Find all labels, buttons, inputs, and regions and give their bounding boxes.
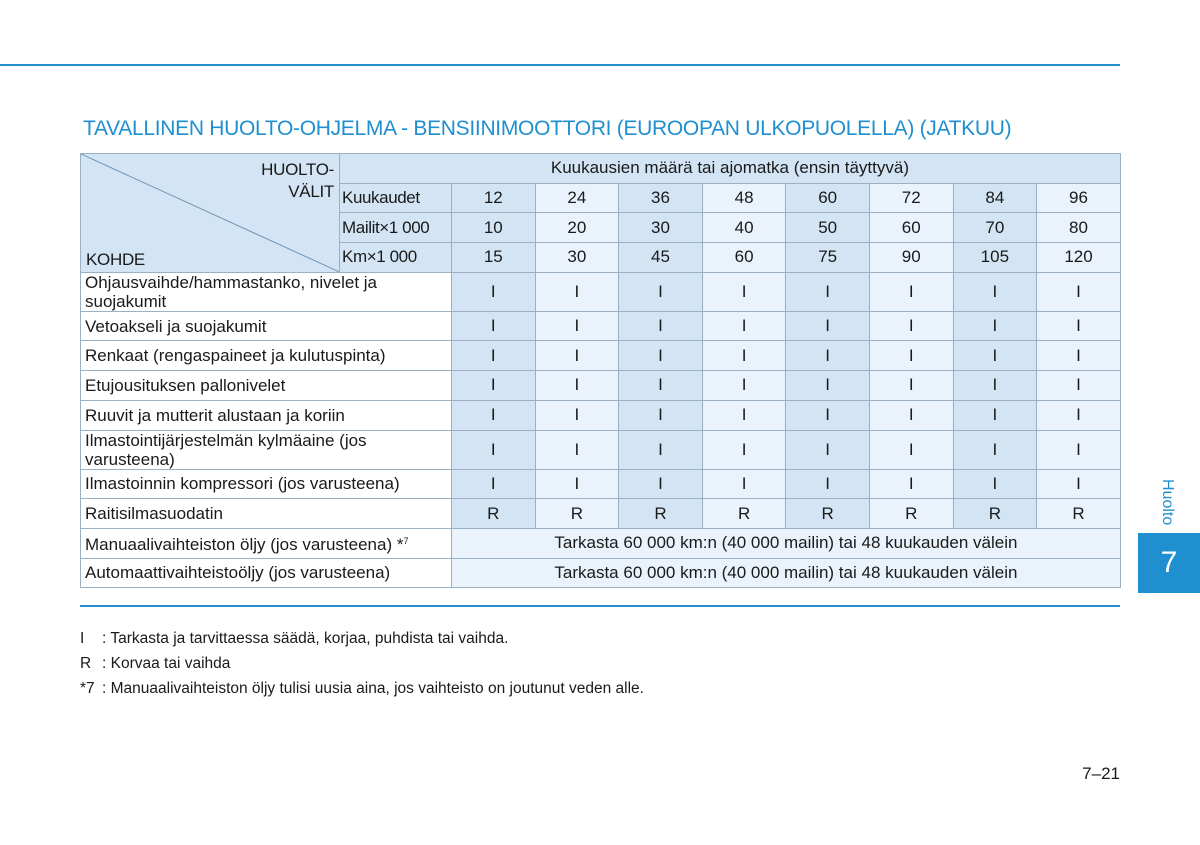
schedule-action-cell: I bbox=[869, 272, 953, 311]
schedule-action-cell: I bbox=[1037, 311, 1121, 341]
legend-text: : Manuaalivaihteiston öljy tulisi uusia aina, jos vaihteisto on joutunut veden alle. bbox=[102, 680, 644, 697]
page-number: 7–21 bbox=[1082, 764, 1120, 783]
interval-value-cell: 75 bbox=[786, 243, 870, 273]
schedule-action-cell: I bbox=[1037, 341, 1121, 371]
schedule-action-cell: I bbox=[619, 430, 703, 469]
interval-value-cell: 12 bbox=[452, 183, 536, 213]
schedule-action-cell: I bbox=[452, 341, 536, 371]
interval-unit-cell: Km×1 000 bbox=[340, 243, 452, 273]
schedule-action-cell: I bbox=[702, 371, 786, 401]
item-name-cell: Ilmastointijärjestelmän kylmäaine (jos varusteena) bbox=[81, 430, 452, 469]
table-row bbox=[81, 499, 1121, 529]
interval-value-cell: 20 bbox=[535, 213, 619, 243]
schedule-action-cell: I bbox=[1037, 400, 1121, 430]
interval-value-cell: 36 bbox=[619, 183, 703, 213]
table-row bbox=[81, 341, 1121, 371]
schedule-action-cell: I bbox=[452, 430, 536, 469]
schedule-action-cell: I bbox=[1037, 469, 1121, 499]
interval-value-cell: 30 bbox=[619, 213, 703, 243]
schedule-action-cell: I bbox=[869, 371, 953, 401]
schedule-action-cell: I bbox=[786, 371, 870, 401]
schedule-action-cell: I bbox=[869, 400, 953, 430]
item-name-cell: Ruuvit ja mutterit alustaan ja koriin bbox=[81, 400, 452, 430]
schedule-action-cell: I bbox=[452, 400, 536, 430]
schedule-action-cell: I bbox=[786, 430, 870, 469]
interval-value-cell: 48 bbox=[702, 183, 786, 213]
schedule-action-cell: I bbox=[702, 400, 786, 430]
schedule-action-cell: I bbox=[452, 272, 536, 311]
schedule-action-cell: I bbox=[535, 430, 619, 469]
legend-item bbox=[80, 626, 644, 651]
schedule-action-cell: I bbox=[786, 341, 870, 371]
maintenance-schedule-table bbox=[80, 153, 1121, 588]
schedule-action-cell: I bbox=[786, 272, 870, 311]
header-corner-cell bbox=[81, 154, 340, 273]
chapter-label: Huolto bbox=[1159, 479, 1176, 526]
item-name-cell bbox=[81, 528, 452, 558]
table-row bbox=[81, 430, 1121, 469]
schedule-action-cell: I bbox=[535, 400, 619, 430]
schedule-action-cell: I bbox=[953, 341, 1037, 371]
interval-value-cell: 30 bbox=[535, 243, 619, 273]
legend bbox=[80, 626, 644, 701]
schedule-action-cell: I bbox=[786, 469, 870, 499]
item-name-cell: Etujousituksen pallonivelet bbox=[81, 371, 452, 401]
item-name: Manuaalivaihteiston öljy (jos varusteena) * bbox=[85, 535, 404, 555]
schedule-action-cell: I bbox=[619, 341, 703, 371]
item-name: Automaattivaihteistoöljy (jos varusteena) bbox=[85, 563, 391, 583]
interval-value-cell: 90 bbox=[869, 243, 953, 273]
schedule-note-cell: Tarkasta 60 000 km:n (40 000 mailin) tai 48 kuukauden välein bbox=[452, 528, 1121, 558]
legend-text: : Korvaa tai vaihda bbox=[102, 655, 231, 672]
schedule-action-cell: I bbox=[535, 272, 619, 311]
table-row bbox=[81, 272, 1121, 311]
schedule-action-cell: I bbox=[619, 272, 703, 311]
interval-value-cell: 60 bbox=[786, 183, 870, 213]
interval-value-cell: 120 bbox=[1037, 243, 1121, 273]
schedule-action-cell: I bbox=[953, 400, 1037, 430]
interval-value-cell: 70 bbox=[953, 213, 1037, 243]
schedule-action-cell: I bbox=[953, 272, 1037, 311]
top-rule bbox=[0, 64, 1120, 66]
schedule-action-cell: I bbox=[702, 341, 786, 371]
legend-key: I bbox=[80, 630, 85, 647]
interval-value-cell: 72 bbox=[869, 183, 953, 213]
chapter-tab: 7 bbox=[1138, 533, 1200, 593]
schedule-action-cell: I bbox=[953, 469, 1037, 499]
schedule-action-cell: I bbox=[535, 341, 619, 371]
schedule-action-cell: R bbox=[1037, 499, 1121, 529]
schedule-action-cell: R bbox=[535, 499, 619, 529]
schedule-action-cell: R bbox=[869, 499, 953, 529]
interval-header-line2: VÄLIT bbox=[288, 182, 334, 201]
item-header: KOHDE bbox=[86, 249, 145, 269]
schedule-action-cell: I bbox=[869, 469, 953, 499]
schedule-action-cell: I bbox=[869, 311, 953, 341]
legend-item bbox=[80, 651, 644, 676]
item-name-cell: Renkaat (rengaspaineet ja kulutuspinta) bbox=[81, 341, 452, 371]
interval-unit-cell: Mailit×1 000 bbox=[340, 213, 452, 243]
item-name-cell: Raitisilmasuodatin bbox=[81, 499, 452, 529]
schedule-action-cell: I bbox=[535, 371, 619, 401]
page-title: TAVALLINEN HUOLTO-OHJELMA - BENSIINIMOOTTORI (EUROOPAN ULKOPUOLELLA) (JATKUU) bbox=[83, 117, 1012, 140]
schedule-action-cell: I bbox=[619, 400, 703, 430]
interval-value-cell: 24 bbox=[535, 183, 619, 213]
footnote-mark: 7 bbox=[403, 536, 409, 547]
interval-value-cell: 80 bbox=[1037, 213, 1121, 243]
interval-value-cell: 50 bbox=[786, 213, 870, 243]
schedule-action-cell: I bbox=[869, 430, 953, 469]
schedule-action-cell: I bbox=[535, 311, 619, 341]
schedule-action-cell: I bbox=[702, 311, 786, 341]
schedule-action-cell: I bbox=[786, 311, 870, 341]
schedule-action-cell: I bbox=[953, 311, 1037, 341]
schedule-action-cell: R bbox=[452, 499, 536, 529]
interval-value-cell: 15 bbox=[452, 243, 536, 273]
schedule-action-cell: I bbox=[619, 311, 703, 341]
legend-key: *7 bbox=[80, 680, 95, 697]
schedule-action-cell: I bbox=[452, 371, 536, 401]
bottom-rule bbox=[80, 605, 1120, 607]
item-name-cell: Ilmastoinnin kompressori (jos varusteena) bbox=[81, 469, 452, 499]
schedule-action-cell: R bbox=[702, 499, 786, 529]
schedule-action-cell: I bbox=[953, 371, 1037, 401]
interval-value-cell: 45 bbox=[619, 243, 703, 273]
schedule-note-cell: Tarkasta 60 000 km:n (40 000 mailin) tai 48 kuukauden välein bbox=[452, 558, 1121, 588]
interval-value-cell: 40 bbox=[702, 213, 786, 243]
table-row bbox=[81, 400, 1121, 430]
table-row bbox=[81, 528, 1121, 558]
schedule-action-cell: I bbox=[535, 469, 619, 499]
schedule-action-cell: I bbox=[619, 371, 703, 401]
schedule-action-cell: I bbox=[869, 341, 953, 371]
schedule-action-cell: I bbox=[702, 430, 786, 469]
legend-item bbox=[80, 676, 644, 701]
schedule-action-cell: R bbox=[619, 499, 703, 529]
schedule-action-cell: I bbox=[1037, 272, 1121, 311]
item-name-cell: Vetoakseli ja suojakumit bbox=[81, 311, 452, 341]
schedule-action-cell: I bbox=[1037, 371, 1121, 401]
schedule-action-cell: I bbox=[702, 272, 786, 311]
schedule-action-cell: I bbox=[452, 311, 536, 341]
table-row bbox=[81, 558, 1121, 588]
schedule-action-cell: I bbox=[452, 469, 536, 499]
schedule-action-cell: I bbox=[953, 430, 1037, 469]
interval-value-cell: 60 bbox=[702, 243, 786, 273]
schedule-action-cell: I bbox=[702, 469, 786, 499]
schedule-action-cell: I bbox=[619, 469, 703, 499]
schedule-action-cell: I bbox=[786, 400, 870, 430]
item-name-cell: Ohjausvaihde/hammastanko, nivelet ja suojakumit bbox=[81, 272, 452, 311]
interval-value-cell: 60 bbox=[869, 213, 953, 243]
interval-header bbox=[261, 159, 334, 203]
table-row bbox=[81, 311, 1121, 341]
period-header: Kuukausien määrä tai ajomatka (ensin täyttyvä) bbox=[340, 154, 1121, 184]
legend-key: R bbox=[80, 655, 92, 672]
interval-value-cell: 10 bbox=[452, 213, 536, 243]
schedule-action-cell: I bbox=[1037, 430, 1121, 469]
schedule-action-cell: R bbox=[786, 499, 870, 529]
table-header-row bbox=[81, 154, 1121, 184]
interval-value-cell: 84 bbox=[953, 183, 1037, 213]
table-row bbox=[81, 469, 1121, 499]
table-row bbox=[81, 371, 1121, 401]
legend-text: : Tarkasta ja tarvittaessa säädä, korjaa, puhdista tai vaihda. bbox=[102, 630, 509, 647]
interval-value-cell: 96 bbox=[1037, 183, 1121, 213]
interval-unit-cell: Kuukaudet bbox=[340, 183, 452, 213]
item-name-cell bbox=[81, 558, 452, 588]
interval-header-line1: HUOLTO- bbox=[261, 160, 334, 179]
schedule-action-cell: R bbox=[953, 499, 1037, 529]
interval-value-cell: 105 bbox=[953, 243, 1037, 273]
